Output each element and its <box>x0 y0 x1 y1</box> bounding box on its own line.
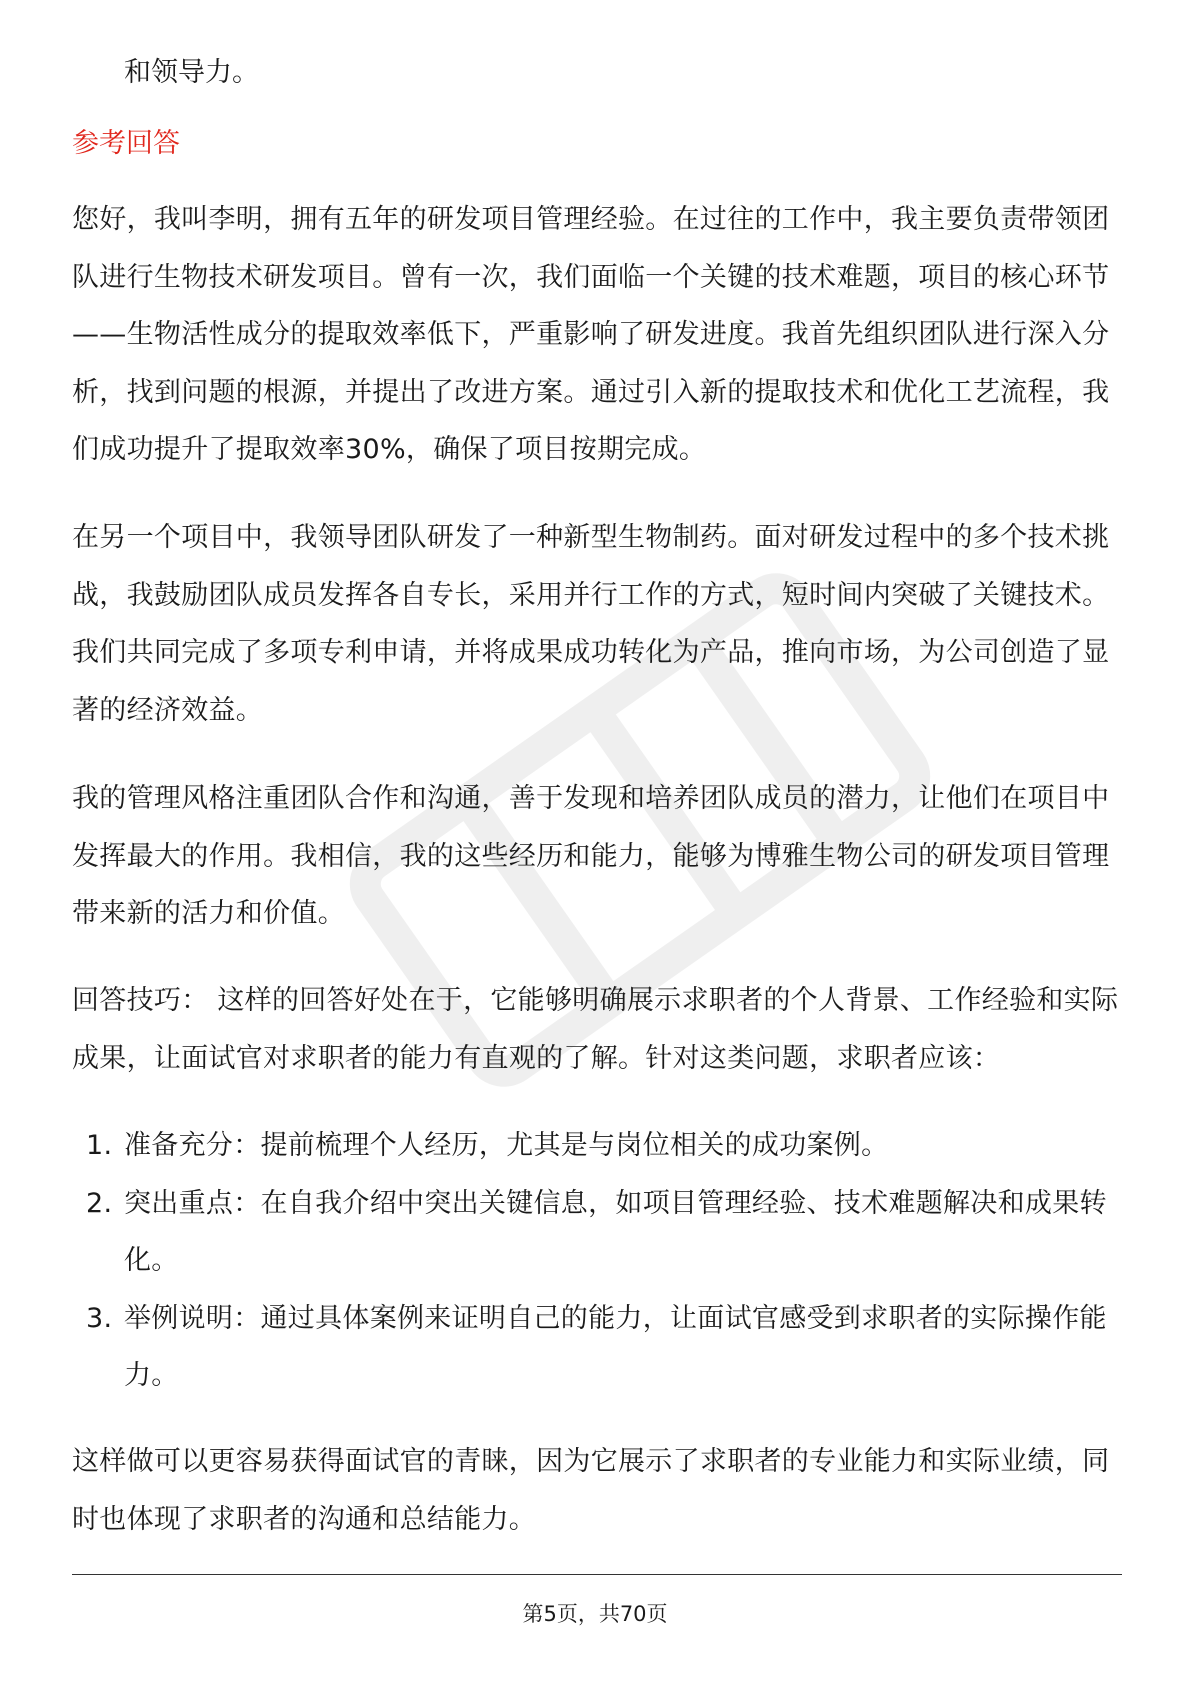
tips-paragraph: 回答技巧： 这样的回答好处在于，它能够明确展示求职者的个人背景、工作经验和实际成果，让面试官对求职者的能力有直观的了解。针对这类问题，求职者应该： <box>72 985 1119 1074</box>
list-number: 2. <box>86 1187 113 1219</box>
section-heading: 参考回答 <box>72 128 180 159</box>
list-item <box>72 1117 1122 1175</box>
answer-paragraph-1: 您好，我叫李明，拥有五年的研发项目管理经验。在过往的工作中，我主要负责带领团队进行生物技术研发项目。曾有一次，我们面临一个关键的技术难题，项目的核心环节——生物活性成分的提取效率低下，严重影响了研发进度。我首先组织团队进行深入分析，找到问题的根源，并提出了改进方案。通过引入新的提取技术和优化工艺流程，我们成功提升了提取效率30%，确保了项目按期完成。 <box>72 204 1110 465</box>
list-number: 3. <box>86 1302 113 1334</box>
conclusion-paragraph: 这样做可以更容易获得面试官的青睐，因为它展示了求职者的专业能力和实际业绩，同时也体现了求职者的沟通和总结能力。 <box>72 1446 1110 1535</box>
page-number: 第5页，共70页 <box>522 1602 668 1626</box>
continuation-text: 和领导力。 <box>124 57 259 88</box>
list-item <box>72 1290 1122 1405</box>
list-text: 准备充分：提前梳理个人经历，尤其是与岗位相关的成功案例。 <box>124 1130 889 1161</box>
footer-divider <box>72 1574 1122 1575</box>
tips-list <box>72 1117 1122 1405</box>
list-text: 举例说明：通过具体案例来证明自己的能力，让面试官感受到求职者的实际操作能力。 <box>124 1302 1107 1391</box>
list-text: 突出重点：在自我介绍中突出关键信息，如项目管理经验、技术难题解决和成果转化。 <box>124 1187 1107 1276</box>
answer-paragraph-3: 我的管理风格注重团队合作和沟通，善于发现和培养团队成员的潜力，让他们在项目中发挥最大的作用。我相信，我的这些经历和能力，能够为博雅生物公司的研发项目管理带来新的活力和价值。 <box>72 783 1110 929</box>
list-item <box>72 1175 1122 1290</box>
list-number: 1. <box>86 1130 113 1161</box>
answer-paragraph-2: 在另一个项目中，我领导团队研发了一种新型生物制药。面对研发过程中的多个技术挑战，我鼓励团队成员发挥各自专长，采用并行工作的方式，短时间内突破了关键技术。我们共同完成了多项专利申请，并将成果成功转化为产品，推向市场，为公司创造了显著的经济效益。 <box>72 522 1110 726</box>
